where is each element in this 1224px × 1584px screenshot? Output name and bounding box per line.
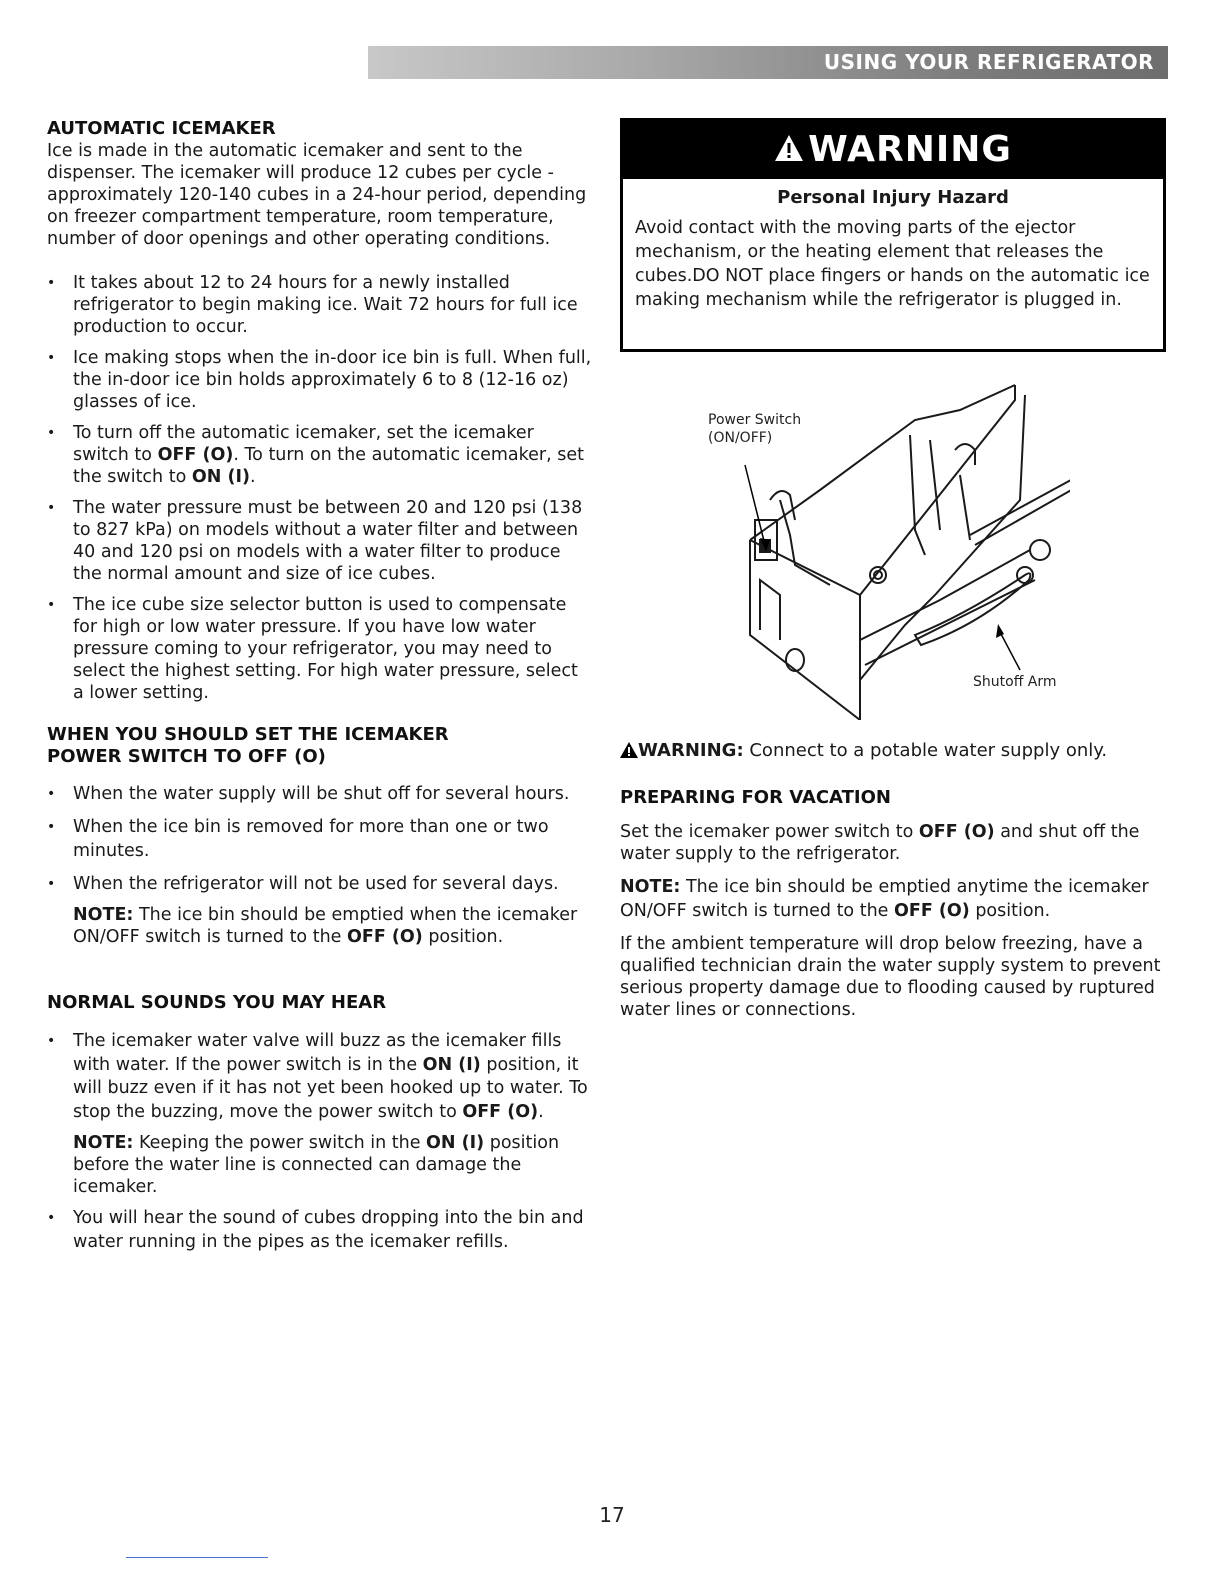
icemaker-intro: Ice is made in the automatic icemaker and sent to the dispenser. The icemaker will produce 12 cubes per cycle - approximately 120-140 cubes in a 24-hour period, depending on freezer compartment temperature, room temperature, number of door openings and other operating conditions. <box>47 141 587 249</box>
note-label: NOTE: <box>620 877 681 897</box>
bullet-text: . <box>538 1101 544 1122</box>
bold-text: ON (I) <box>426 1133 485 1153</box>
bold-text: ON (I) <box>191 467 250 487</box>
list-item: • The water pressure must be between 20 and 120 psi (138 to 827 kPa) on models without a water filter and between 40 and 120 psi on models with a water filter to produce the normal amount and size of ice cubes. <box>47 497 592 585</box>
bold-text: OFF (O) <box>918 822 995 842</box>
note-text: position. <box>969 901 1051 921</box>
warning-subtitle: Personal Injury Hazard <box>777 187 1009 208</box>
paragraph-text: Set the icemaker power switch to <box>620 822 919 842</box>
vacation-heading: PREPARING FOR VACATION <box>620 787 891 808</box>
left-column <box>47 118 592 1254</box>
power-off-bullets <box>47 782 592 896</box>
list-item: • When the ice bin is removed for more than one or two minutes. <box>47 815 592 863</box>
bold-text: OFF (O) <box>346 927 423 947</box>
note-text: The ice bin should be emptied when the icemaker ON/OFF switch is turned to the <box>73 905 578 947</box>
warning-title: WARNING <box>808 129 1012 170</box>
bullet-text: . To turn on the automatic icemaker, set the switch to <box>73 445 585 487</box>
sounds-note <box>47 1132 592 1198</box>
paragraph-text: and shut off the water supply to the refrigerator. <box>620 822 1140 864</box>
list-item <box>47 1030 592 1124</box>
note-label: NOTE: <box>73 905 134 925</box>
heading-line: POWER SWITCH TO OFF (O) <box>47 746 326 767</box>
sounds-heading: NORMAL SOUNDS YOU MAY HEAR <box>47 992 387 1013</box>
note-text: position. <box>422 927 504 947</box>
warning-label: WARNING: <box>638 740 744 761</box>
vacation-note <box>620 875 1170 923</box>
note-label: NOTE: <box>73 1133 134 1153</box>
power-off-heading <box>47 724 592 768</box>
list-item: • Ice making stops when the in-door ice bin is full. When full, the in-door ice bin holds approximately 6 to 8 (12-16 oz) glasses of ice. <box>47 347 592 413</box>
bold-text: OFF (O) <box>157 445 234 465</box>
page-number: 17 <box>599 1503 625 1527</box>
bold-text: ON (I) <box>422 1054 481 1075</box>
right-column <box>620 740 1170 1021</box>
power-off-note <box>47 904 592 948</box>
list-item: • When the water supply will be shut off for several hours. <box>47 782 592 806</box>
warning-body: Avoid contact with the moving parts of the ejector mechanism, or the heating element that releases the cubes.DO NOT place fingers or hands on the automatic ice making mechanism while the refrigerator is plugged in. <box>635 218 1150 310</box>
list-item: • You will hear the sound of cubes dropping into the bin and water running in the pipes as the icemaker refills. <box>47 1207 592 1254</box>
list-item: • When the refrigerator will not be used for several days. <box>47 872 592 896</box>
warning-banner <box>623 121 1163 179</box>
vacation-freezing-paragraph: If the ambient temperature will drop below freezing, have a qualified technician drain the water supply system to prevent serious property damage due to flooding caused by ruptured water lines or connections. <box>620 934 1161 1020</box>
bullet-text: . <box>249 467 256 487</box>
list-item <box>47 422 592 488</box>
section-title: USING YOUR REFRIGERATOR <box>823 50 1154 74</box>
sounds-bullets-2 <box>47 1207 592 1254</box>
bold-text: OFF (O) <box>462 1101 539 1122</box>
bullet-text: To turn off the automatic icemaker, set the icemaker switch to <box>73 423 534 465</box>
shutoff-arm-label: Shutoff Arm <box>973 674 1057 690</box>
warning-box <box>620 118 1166 352</box>
label-line: (ON/OFF) <box>708 430 773 446</box>
sounds-bullets <box>47 1030 592 1124</box>
list-item: • The ice cube size selector button is used to compensate for high or low water pressure. If you have low water pressure coming to your refrigerator, you may need to select the highest setting. For high water pressure, select a lower setting. <box>47 594 592 704</box>
section-header-bar <box>368 46 1168 79</box>
bullet-text: The icemaker water valve will buzz as the icemaker fills with water. If the power switch is in the <box>73 1031 562 1075</box>
footer-line <box>126 1557 268 1558</box>
icemaker-heading: AUTOMATIC ICEMAKER <box>47 118 276 139</box>
warning-triangle-icon <box>620 742 638 764</box>
label-line: Power Switch <box>708 412 802 428</box>
heading-line: WHEN YOU SHOULD SET THE ICEMAKER <box>47 724 449 745</box>
note-text: Keeping the power switch in the <box>133 1133 427 1153</box>
vacation-paragraph <box>620 821 1170 865</box>
bullet-text: position, it will buzz even if it has not yet been hooked up to water. To stop the buzzing, move the power switch to <box>73 1054 588 1122</box>
warning-triangle-icon <box>774 122 804 180</box>
water-warning <box>620 740 1170 764</box>
icemaker-bullets <box>47 272 592 704</box>
warning-text: Connect to a potable water supply only. <box>743 740 1108 761</box>
note-text: position before the water line is connected can damage the icemaker. <box>73 1133 560 1197</box>
list-item: • It takes about 12 to 24 hours for a newly installed refrigerator to begin making ice. Wait 72 hours for full ice production to occur. <box>47 272 592 338</box>
note-text: The ice bin should be emptied anytime the icemaker ON/OFF switch is turned to the <box>620 877 1149 921</box>
icemaker-illustration <box>700 380 1070 720</box>
bold-text: OFF (O) <box>893 901 970 921</box>
power-switch-label <box>708 411 801 447</box>
